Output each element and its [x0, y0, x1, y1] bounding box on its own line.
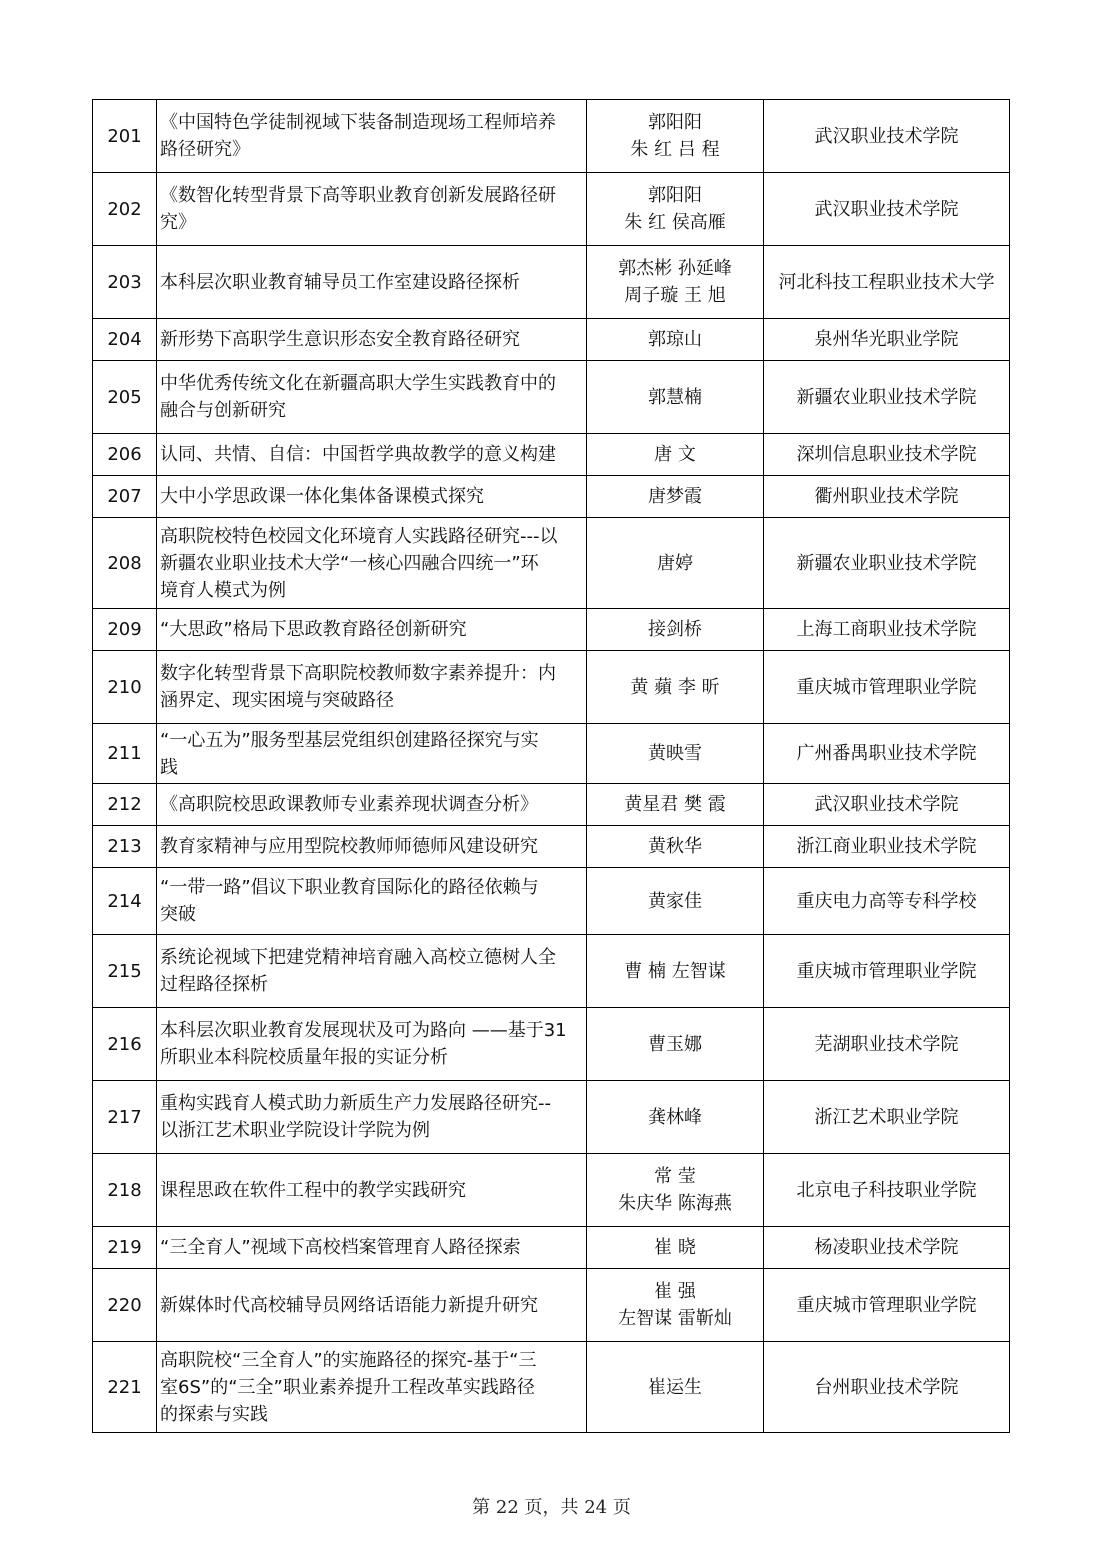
title-line: 高职院校特色校园文化环境育人实践路径研究---以 — [160, 525, 558, 547]
author-line: 周子璇 王 旭 — [624, 285, 726, 306]
project-authors — [587, 609, 764, 651]
project-title — [157, 361, 587, 434]
institution: 重庆城市管理职业学院 — [764, 935, 1010, 1008]
project-authors — [587, 319, 764, 361]
table-row — [93, 476, 1010, 518]
project-title — [157, 724, 587, 784]
page-footer: 第 22 页，共 24 页 — [472, 1497, 631, 1518]
project-authors — [587, 826, 764, 868]
row-number: 202 — [93, 173, 157, 246]
title-line: 本科层次职业教育辅导员工作室建设路径探析 — [160, 271, 520, 293]
title-line: 所职业本科院校质量年报的实证分析 — [160, 1047, 448, 1068]
title-line: 中华优秀传统文化在新疆高职大学生实践教育中的 — [160, 373, 556, 394]
institution: 上海工商职业技术学院 — [764, 609, 1010, 651]
row-number: 211 — [93, 724, 157, 784]
institution: 重庆城市管理职业学院 — [764, 651, 1010, 724]
title-line: 《数智化转型背景下高等职业教育创新发展路径研 — [160, 185, 556, 206]
project-title — [157, 868, 587, 935]
project-title — [157, 609, 587, 651]
institution: 武汉职业技术学院 — [764, 100, 1010, 173]
project-title — [157, 935, 587, 1008]
project-title — [157, 826, 587, 868]
row-number: 220 — [93, 1269, 157, 1342]
project-authors — [587, 1081, 764, 1154]
title-line: 数字化转型背景下高职院校教师数字素养提升：内 — [160, 663, 556, 684]
author-line: 郭杰彬 孙延峰 — [618, 258, 732, 279]
project-authors — [587, 518, 764, 609]
row-number: 217 — [93, 1081, 157, 1154]
project-authors — [587, 1227, 764, 1269]
title-line: 新形势下高职学生意识形态安全教育路径研究 — [160, 329, 520, 350]
row-number: 203 — [93, 246, 157, 319]
row-number: 204 — [93, 319, 157, 361]
institution: 泉州华光职业学院 — [764, 319, 1010, 361]
author-line: 唐婷 — [657, 552, 693, 574]
table-row — [93, 319, 1010, 361]
table-row — [93, 1227, 1010, 1269]
project-title — [157, 518, 587, 609]
author-line: 黄家佳 — [648, 890, 702, 912]
title-line: 本科层次职业教育发展现状及可为路向 ——基于31 — [160, 1020, 567, 1041]
row-number: 212 — [93, 784, 157, 826]
institution: 重庆城市管理职业学院 — [764, 1269, 1010, 1342]
author-line: 常 莹 — [654, 1166, 696, 1187]
title-line: “一带一路”倡议下职业教育国际化的路径依赖与 — [160, 877, 539, 898]
title-line: 《高职院校思政课教师专业素养现状调查分析》 — [160, 794, 538, 815]
project-authors — [587, 784, 764, 826]
institution: 新疆农业职业技术学院 — [764, 361, 1010, 434]
project-authors — [587, 434, 764, 476]
title-line: 过程路径探析 — [160, 974, 268, 995]
author-line: 朱 红 侯高雁 — [624, 212, 726, 233]
table-row — [93, 826, 1010, 868]
table-row — [93, 100, 1010, 173]
author-line: 接剑桥 — [648, 619, 702, 640]
title-line: “三全育人”视域下高校档案管理育人路径探索 — [160, 1237, 521, 1258]
project-title — [157, 246, 587, 319]
project-authors — [587, 724, 764, 784]
author-line: 左智谋 雷靳灿 — [618, 1308, 732, 1329]
table-row — [93, 868, 1010, 935]
row-number: 213 — [93, 826, 157, 868]
author-line: 曹 楠 左智谋 — [624, 960, 726, 982]
row-number: 208 — [93, 518, 157, 609]
row-number: 209 — [93, 609, 157, 651]
author-line: 郭慧楠 — [648, 386, 702, 408]
author-line: 黄星君 樊 霞 — [624, 794, 726, 815]
title-line: 高职院校“三全育人”的实施路径的探究-基于“三 — [160, 1349, 537, 1371]
title-line: 课程思政在软件工程中的教学实践研究 — [160, 1179, 466, 1201]
table-row — [93, 1008, 1010, 1081]
institution: 浙江商业职业技术学院 — [764, 826, 1010, 868]
table-row — [93, 1342, 1010, 1433]
institution: 杨凌职业技术学院 — [764, 1227, 1010, 1269]
row-number: 216 — [93, 1008, 157, 1081]
project-title — [157, 1008, 587, 1081]
institution: 北京电子科技职业学院 — [764, 1154, 1010, 1227]
author-line: 郭阳阳 — [648, 112, 702, 133]
project-authors — [587, 1342, 764, 1433]
table-row — [93, 784, 1010, 826]
project-title — [157, 1227, 587, 1269]
author-line: 黄 蘋 李 昕 — [630, 676, 720, 698]
project-authors — [587, 361, 764, 434]
author-line: 黄映雪 — [648, 743, 702, 764]
title-line: 认同、共情、自信：中国哲学典故教学的意义构建 — [160, 444, 556, 465]
project-title — [157, 173, 587, 246]
row-number: 201 — [93, 100, 157, 173]
author-line: 黄秋华 — [648, 836, 702, 857]
project-authors — [587, 935, 764, 1008]
title-line: 以浙江艺术职业学院设计学院为例 — [160, 1120, 430, 1141]
institution: 台州职业技术学院 — [764, 1342, 1010, 1433]
title-line: 境育人模式为例 — [160, 579, 286, 601]
institution: 深圳信息职业技术学院 — [764, 434, 1010, 476]
institution: 武汉职业技术学院 — [764, 173, 1010, 246]
project-authors — [587, 476, 764, 518]
title-line: 《中国特色学徒制视域下装备制造现场工程师培养 — [160, 112, 556, 133]
table-row — [93, 518, 1010, 609]
title-line: 新媒体时代高校辅导员网络话语能力新提升研究 — [160, 1294, 538, 1316]
project-authors — [587, 100, 764, 173]
project-title — [157, 651, 587, 724]
author-line: 朱庆华 陈海燕 — [618, 1193, 732, 1214]
table-row — [93, 651, 1010, 724]
row-number: 210 — [93, 651, 157, 724]
row-number: 206 — [93, 434, 157, 476]
title-line: “大思政”格局下思政教育路径创新研究 — [160, 619, 467, 640]
institution: 芜湖职业技术学院 — [764, 1008, 1010, 1081]
title-line: 室6S”的“三全”职业素养提升工程改革实践路径 — [160, 1376, 535, 1398]
title-line: 的探索与实践 — [160, 1403, 268, 1425]
title-line: 融合与创新研究 — [160, 400, 286, 421]
title-line: 系统论视域下把建党精神培育融入高校立德树人全 — [160, 947, 556, 968]
project-title — [157, 1081, 587, 1154]
project-authors — [587, 1154, 764, 1227]
title-line: 究》 — [160, 212, 196, 233]
project-title — [157, 1154, 587, 1227]
institution: 重庆电力高等专科学校 — [764, 868, 1010, 935]
author-line: 唐梦霞 — [648, 486, 702, 507]
title-line: 突破 — [160, 904, 196, 925]
institution: 浙江艺术职业学院 — [764, 1081, 1010, 1154]
row-number: 214 — [93, 868, 157, 935]
row-number: 219 — [93, 1227, 157, 1269]
project-title — [157, 100, 587, 173]
table-row — [93, 246, 1010, 319]
project-table — [92, 99, 1010, 1433]
row-number: 218 — [93, 1154, 157, 1227]
author-line: 郭阳阳 — [648, 185, 702, 206]
row-number: 221 — [93, 1342, 157, 1433]
table-row — [93, 173, 1010, 246]
row-number: 205 — [93, 361, 157, 434]
table-row — [93, 724, 1010, 784]
author-line: 崔 强 — [654, 1281, 696, 1302]
table-row — [93, 361, 1010, 434]
table-row — [93, 434, 1010, 476]
table-row — [93, 1154, 1010, 1227]
institution: 衢州职业技术学院 — [764, 476, 1010, 518]
title-line: 教育家精神与应用型院校教师师德师风建设研究 — [160, 836, 538, 857]
institution: 新疆农业职业技术学院 — [764, 518, 1010, 609]
project-authors — [587, 246, 764, 319]
title-line: 涵界定、现实困境与突破路径 — [160, 690, 394, 711]
author-line: 龚林峰 — [648, 1106, 702, 1128]
institution: 河北科技工程职业技术大学 — [764, 246, 1010, 319]
institution: 广州番禺职业技术学院 — [764, 724, 1010, 784]
title-line: “一心五为”服务型基层党组织创建路径探究与实 — [160, 729, 539, 751]
title-line: 践 — [160, 756, 178, 778]
author-line: 曹玉娜 — [648, 1033, 702, 1055]
author-line: 唐 文 — [654, 444, 696, 465]
table-row — [93, 935, 1010, 1008]
project-title — [157, 319, 587, 361]
project-authors — [587, 868, 764, 935]
title-line: 路径研究》 — [160, 139, 250, 160]
project-title — [157, 434, 587, 476]
title-line: 新疆农业职业技术大学“一核心四融合四统一”环 — [160, 552, 539, 574]
project-title — [157, 476, 587, 518]
project-title — [157, 1269, 587, 1342]
title-line: 大中小学思政课一体化集体备课模式探究 — [160, 486, 484, 507]
project-authors — [587, 1269, 764, 1342]
author-line: 朱 红 吕 程 — [630, 139, 720, 160]
author-line: 崔 晓 — [654, 1237, 696, 1258]
project-authors — [587, 173, 764, 246]
author-line: 崔运生 — [648, 1376, 702, 1398]
project-title — [157, 1342, 587, 1433]
table-row — [93, 1269, 1010, 1342]
title-line: 重构实践育人模式助力新质生产力发展路径研究-- — [160, 1093, 551, 1114]
row-number: 215 — [93, 935, 157, 1008]
institution: 武汉职业技术学院 — [764, 784, 1010, 826]
project-title — [157, 784, 587, 826]
author-line: 郭琼山 — [648, 329, 702, 350]
table-row — [93, 1081, 1010, 1154]
table-row — [93, 609, 1010, 651]
project-authors — [587, 1008, 764, 1081]
project-authors — [587, 651, 764, 724]
table-body — [93, 100, 1010, 1433]
row-number: 207 — [93, 476, 157, 518]
